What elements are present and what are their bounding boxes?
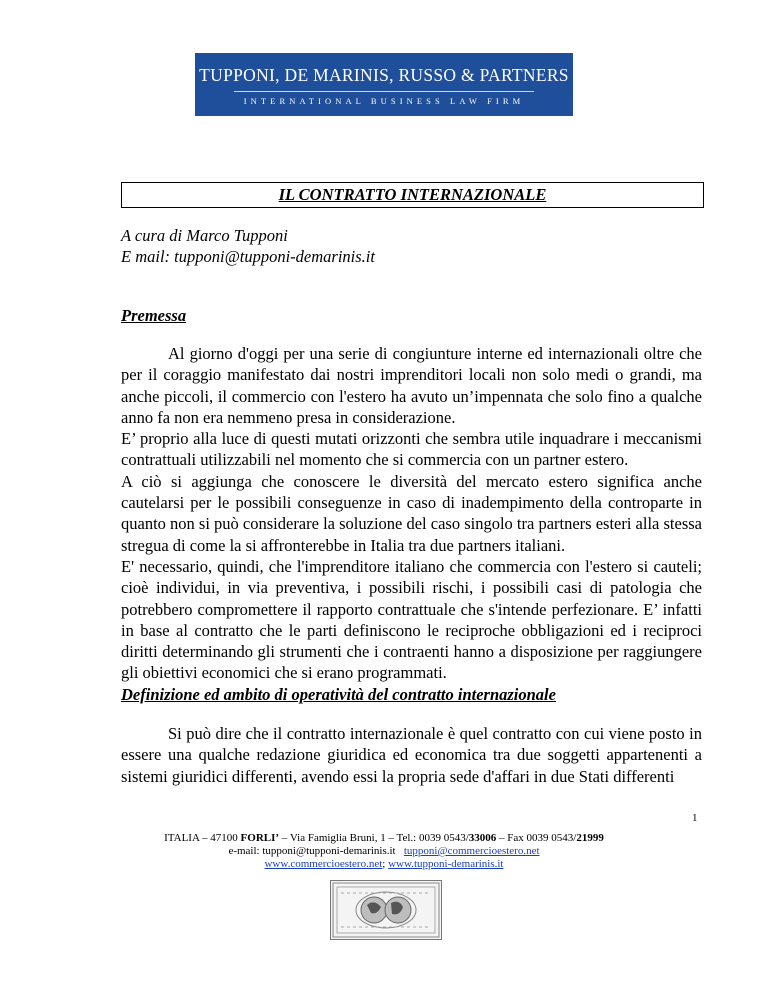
author-email: E mail: tupponi@tupponi-demarinis.it bbox=[121, 247, 375, 266]
author-name: A cura di Marco Tupponi bbox=[121, 226, 288, 245]
section-body-definizione bbox=[121, 723, 702, 787]
footer-address-line bbox=[0, 832, 768, 845]
footer-fax-label: – Fax 0039 0543/ bbox=[496, 832, 577, 844]
logo-tagline: INTERNATIONAL BUSINESS LAW FIRM bbox=[243, 96, 525, 106]
paragraph: A ciò si aggiunga che conoscere le diversità del mercato estero significa anche cautelarsi per le possibili conseguenze in caso di inadempimento della controparte in quanto non si può considerare la soluzione del caso singolo tra partners esteri alla stessa stregua di come la si affronterebbe in Italia tra due partners italiani. bbox=[121, 471, 702, 555]
paragraph: E’ proprio alla luce di questi mutati orizzonti che sembra utile inquadrare i meccanismi contrattuali utilizzabili nel momento che si commercia con un partner estero. bbox=[121, 429, 702, 470]
globe-seal-icon bbox=[330, 880, 442, 940]
logo-divider bbox=[234, 91, 534, 92]
footer-website-link-1[interactable]: www.commercioestero.net bbox=[264, 858, 383, 870]
footer-city: FORLI’ bbox=[240, 832, 280, 844]
paragraph: E' necessario, quindi, che l'imprenditore italiano che commercia con l'estero si cauteli; cioè individui, in via preventiva, i possibili rischi, i possibili casi di patologia che potrebbero compromettere il rapporto contrattuale che s'intende perfezionare. E’ infatti in base al contratto che le parti definiscono le reciproche obbligazioni ed i reciproci diritti determinando gli strumenti che i contraenti hanno a disposizione per raggiungere gli obiettivi economici che si erano programmati. bbox=[121, 556, 702, 683]
footer-tel-number: 33006 bbox=[468, 832, 497, 844]
footer-email-line bbox=[0, 845, 768, 858]
document-title: IL CONTRATTO INTERNAZIONALE bbox=[121, 182, 704, 208]
page-footer bbox=[0, 832, 768, 871]
footer-email-link[interactable]: tupponi@commercioestero.net bbox=[403, 845, 540, 857]
footer-fax-number: 21999 bbox=[576, 832, 604, 844]
footer-web-line bbox=[0, 858, 768, 871]
paragraph: Si può dire che il contratto internazionale è quel contratto con cui viene posto in essere una qualche redazione giuridica ed economica tra due soggetti appartenenti a sistemi giuridici differenti, avendo essi la propria sede d'affari in due Stati differenti bbox=[121, 724, 702, 786]
footer-street-tel: – Via Famiglia Bruni, 1 – Tel.: 0039 0543/ bbox=[279, 832, 469, 844]
section-heading-premessa: Premessa bbox=[121, 306, 187, 325]
footer-separator: ; bbox=[382, 858, 389, 870]
page-number: 1 bbox=[692, 812, 698, 824]
footer-email: e-mail: tupponi@tupponi-demarinis.it bbox=[228, 845, 396, 857]
footer-country: ITALIA – 47100 bbox=[164, 832, 241, 844]
footer-website-link-2[interactable]: www.tupponi-demarinis.it bbox=[388, 858, 504, 870]
firm-logo bbox=[195, 53, 573, 116]
author-block bbox=[121, 225, 375, 267]
section-heading-definizione: Definizione ed ambito di operatività del contratto internazionale bbox=[121, 685, 556, 704]
logo-firm-name: TUPPONI, DE MARINIS, RUSSO & PARTNERS bbox=[199, 65, 569, 85]
section-body-premessa bbox=[121, 343, 702, 684]
paragraph: Al giorno d'oggi per una serie di congiunture interne ed internazionali oltre che per il coraggio manifestato dai nostri imprenditori locali non solo medi o grandi, ma anche piccoli, il commercio con l'estero ha avuto un’impennata che solo fino a qualche anno fa non era nemmeno presa in considerazione. bbox=[121, 344, 702, 427]
